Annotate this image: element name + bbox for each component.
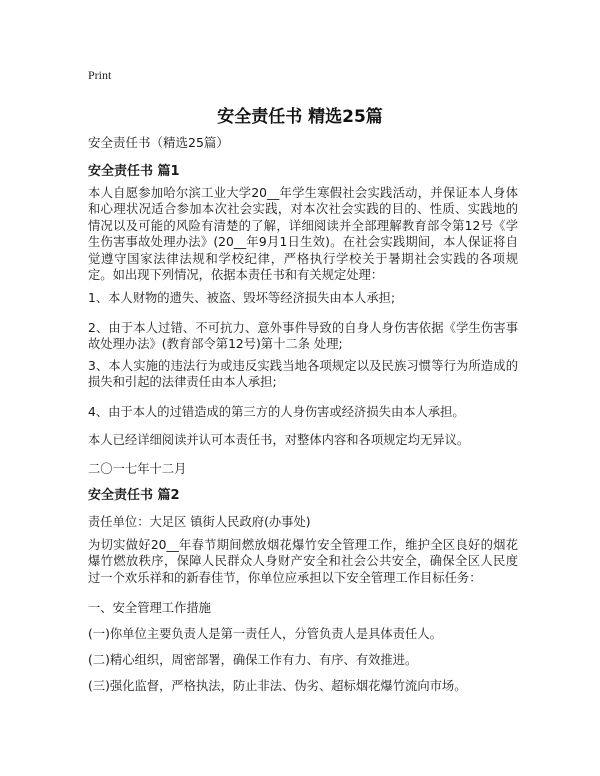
section1-item3: 3、本人实施的违法行为或违反实践当地各项规定以及民族习惯等行为所造成的损失和引起的法律责任由本人承担;	[88, 359, 518, 390]
document-subtitle: 安全责任书（精选25篇）	[88, 135, 229, 150]
section1-heading: 安全责任书 篇1	[88, 164, 180, 179]
section2-measure3: (三)强化监督，严格执法，防止非法、伪劣、超标烟花爆竹流向市场。	[88, 679, 467, 693]
section2-heading: 安全责任书 篇2	[88, 488, 180, 503]
section2-measure2: (二)精心组织，周密部署，确保工作有力、有序、有效推进。	[88, 653, 418, 667]
section1-date: 二〇一七年十二月	[88, 462, 187, 476]
section1-closing: 本人已经详细阅读并认可本责任书，对整体内容和各项规定均无异议。	[88, 433, 470, 447]
section1-item2: 2、由于本人过错、不可抗力、意外事件导致的自身人身伤害依据《学生伤害事故处理办法》(教育部令第12号)第十二条 处理;	[88, 321, 518, 352]
section1-item1: 1、本人财物的遗失、被盗、毁坏等经济损失由本人承担;	[88, 291, 396, 305]
section2-intro: 为切实做好20__年春节期间燃放烟花爆竹安全管理工作，维护全区良好的烟花爆竹燃放秩序，保障人民群众人身财产安全和社会公共安全，确保全区人民度过一个欢乐祥和的新春佳节，你单位应承担以下安全管理工作目标任务：	[88, 538, 518, 585]
print-link[interactable]: Print	[88, 68, 112, 82]
section2-measures-heading: 一、安全管理工作措施	[88, 601, 211, 615]
section2-measure1: (一)你单位主要负责人是第一责任人，分管负责人是具体责任人。	[88, 627, 442, 641]
section1-item4: 4、由于本人的过错造成的第三方的人身伤害或经济损失由本人承担。	[88, 405, 465, 419]
section2-unit: 责任单位：大足区 镇街人民政府(办事处)	[88, 515, 311, 529]
section1-intro: 本人自愿参加哈尔滨工业大学20__年学生寒假社会实践活动，并保证本人身体和心理状况适合参加本次社会实践，对本次社会实践的目的、性质、实践地的情况以及可能的风险有清楚的了解，详细阅读并全部理解教育部令第12号《学生伤害事故处理办法》(20__年9月1日生效)。在社会实践期间，本人保证将自觉遵守国家法律法规和学校纪律，严格执行学校关于暑期社会实践的各项规定。如出现下列情况，依据本责任书和有关规定处理：	[88, 186, 518, 283]
page-title: 安全责任书 精选25篇	[217, 107, 383, 127]
